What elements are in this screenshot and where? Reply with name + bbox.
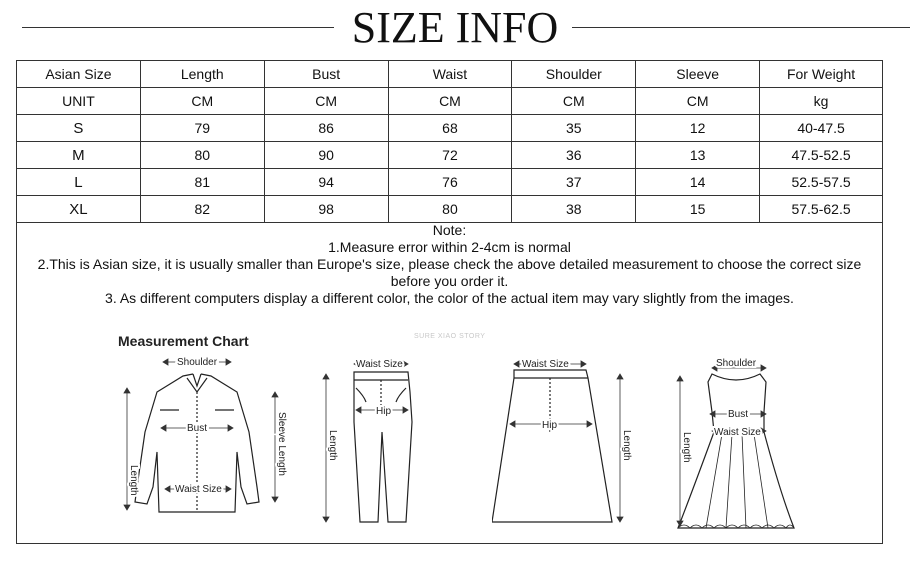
pants-hip-label: Hip xyxy=(376,406,392,417)
skirt-length-label: Length xyxy=(621,430,632,461)
table-cell: 82 xyxy=(140,196,264,223)
table-cell: 35 xyxy=(512,115,636,142)
skirt-hip-label: Hip xyxy=(542,420,558,431)
table-cell: 14 xyxy=(636,169,760,196)
table-cell: 81 xyxy=(140,169,264,196)
table-cell: CM xyxy=(512,88,636,115)
table-header-row xyxy=(17,61,883,88)
table-cell: 80 xyxy=(140,142,264,169)
table-cell: 72 xyxy=(388,142,512,169)
table-cell: Shoulder xyxy=(512,61,636,88)
table-cell: M xyxy=(17,142,141,169)
measurement-chart-title: Measurement Chart xyxy=(118,333,249,349)
pants-length-label: Length xyxy=(327,430,338,461)
note-line-3: 3. As different computers display a different color, the color of the actual item may vary slightly from the images. xyxy=(105,290,794,306)
table-cell: 68 xyxy=(388,115,512,142)
dress-waist-label: Waist Size xyxy=(714,427,761,438)
table-row xyxy=(17,142,883,169)
skirt-waist-label: Waist Size xyxy=(522,359,569,370)
note-line-1: 1.Measure error within 2-4cm is normal xyxy=(328,239,571,255)
table-cell: Waist xyxy=(388,61,512,88)
table-unit-row xyxy=(17,88,883,115)
table-cell: CM xyxy=(140,88,264,115)
table-cell: For Weight xyxy=(760,61,883,88)
size-table-body xyxy=(17,61,883,223)
table-cell: 57.5-62.5 xyxy=(760,196,883,223)
table-cell: Asian Size xyxy=(17,61,141,88)
table-cell: 37 xyxy=(512,169,636,196)
page-title: SIZE INFO xyxy=(351,3,559,52)
skirt-diagram xyxy=(492,352,642,524)
table-cell: Sleeve xyxy=(636,61,760,88)
table-cell: 90 xyxy=(264,142,388,169)
dress-diagram xyxy=(670,352,805,530)
note-line-2: 2.This is Asian size, it is usually smaller than Europe's size, please check the above detailed measurement to choose the correct size xyxy=(37,256,862,272)
table-cell: Length xyxy=(140,61,264,88)
table-cell: 94 xyxy=(264,169,388,196)
shirt-bust-label: Bust xyxy=(187,423,208,434)
table-cell: 79 xyxy=(140,115,264,142)
shirt-shoulder-label: Shoulder xyxy=(177,357,218,368)
note-heading: Note: xyxy=(432,222,467,238)
pants-waist-label: Waist Size xyxy=(356,359,403,370)
table-cell: 13 xyxy=(636,142,760,169)
shirt-sleeve-label: Sleeve Length xyxy=(276,412,287,476)
title-rule-left xyxy=(22,27,334,28)
table-cell: 12 xyxy=(636,115,760,142)
title-rule-right xyxy=(572,27,910,28)
table-cell: 15 xyxy=(636,196,760,223)
table-cell: 80 xyxy=(388,196,512,223)
dress-length-label: Length xyxy=(681,432,692,463)
table-cell: Bust xyxy=(264,61,388,88)
dress-shoulder-label: Shoulder xyxy=(716,358,757,369)
table-cell: CM xyxy=(264,88,388,115)
table-cell: UNIT xyxy=(17,88,141,115)
table-cell: S xyxy=(17,115,141,142)
shirt-diagram xyxy=(115,352,295,522)
size-table xyxy=(16,60,883,223)
table-row xyxy=(17,115,883,142)
table-cell: 86 xyxy=(264,115,388,142)
table-cell: CM xyxy=(388,88,512,115)
dress-bust-label: Bust xyxy=(728,409,749,420)
table-cell: XL xyxy=(17,196,141,223)
pants-diagram xyxy=(318,352,418,524)
table-cell: 52.5-57.5 xyxy=(760,169,883,196)
table-cell: kg xyxy=(760,88,883,115)
table-row xyxy=(17,169,883,196)
table-cell: L xyxy=(17,169,141,196)
table-cell: 40-47.5 xyxy=(760,115,883,142)
table-cell: 98 xyxy=(264,196,388,223)
table-cell: 38 xyxy=(512,196,636,223)
notes xyxy=(17,222,882,307)
watermark: SURE XIAO STORY xyxy=(414,333,486,340)
table-cell: 47.5-52.5 xyxy=(760,142,883,169)
note-line-2-continued: before you order it. xyxy=(390,273,509,289)
table-cell: 76 xyxy=(388,169,512,196)
shirt-waist-label: Waist Size xyxy=(175,484,222,495)
table-cell: CM xyxy=(636,88,760,115)
table-row xyxy=(17,196,883,223)
table-cell: 36 xyxy=(512,142,636,169)
shirt-length-label: Length xyxy=(128,465,139,496)
